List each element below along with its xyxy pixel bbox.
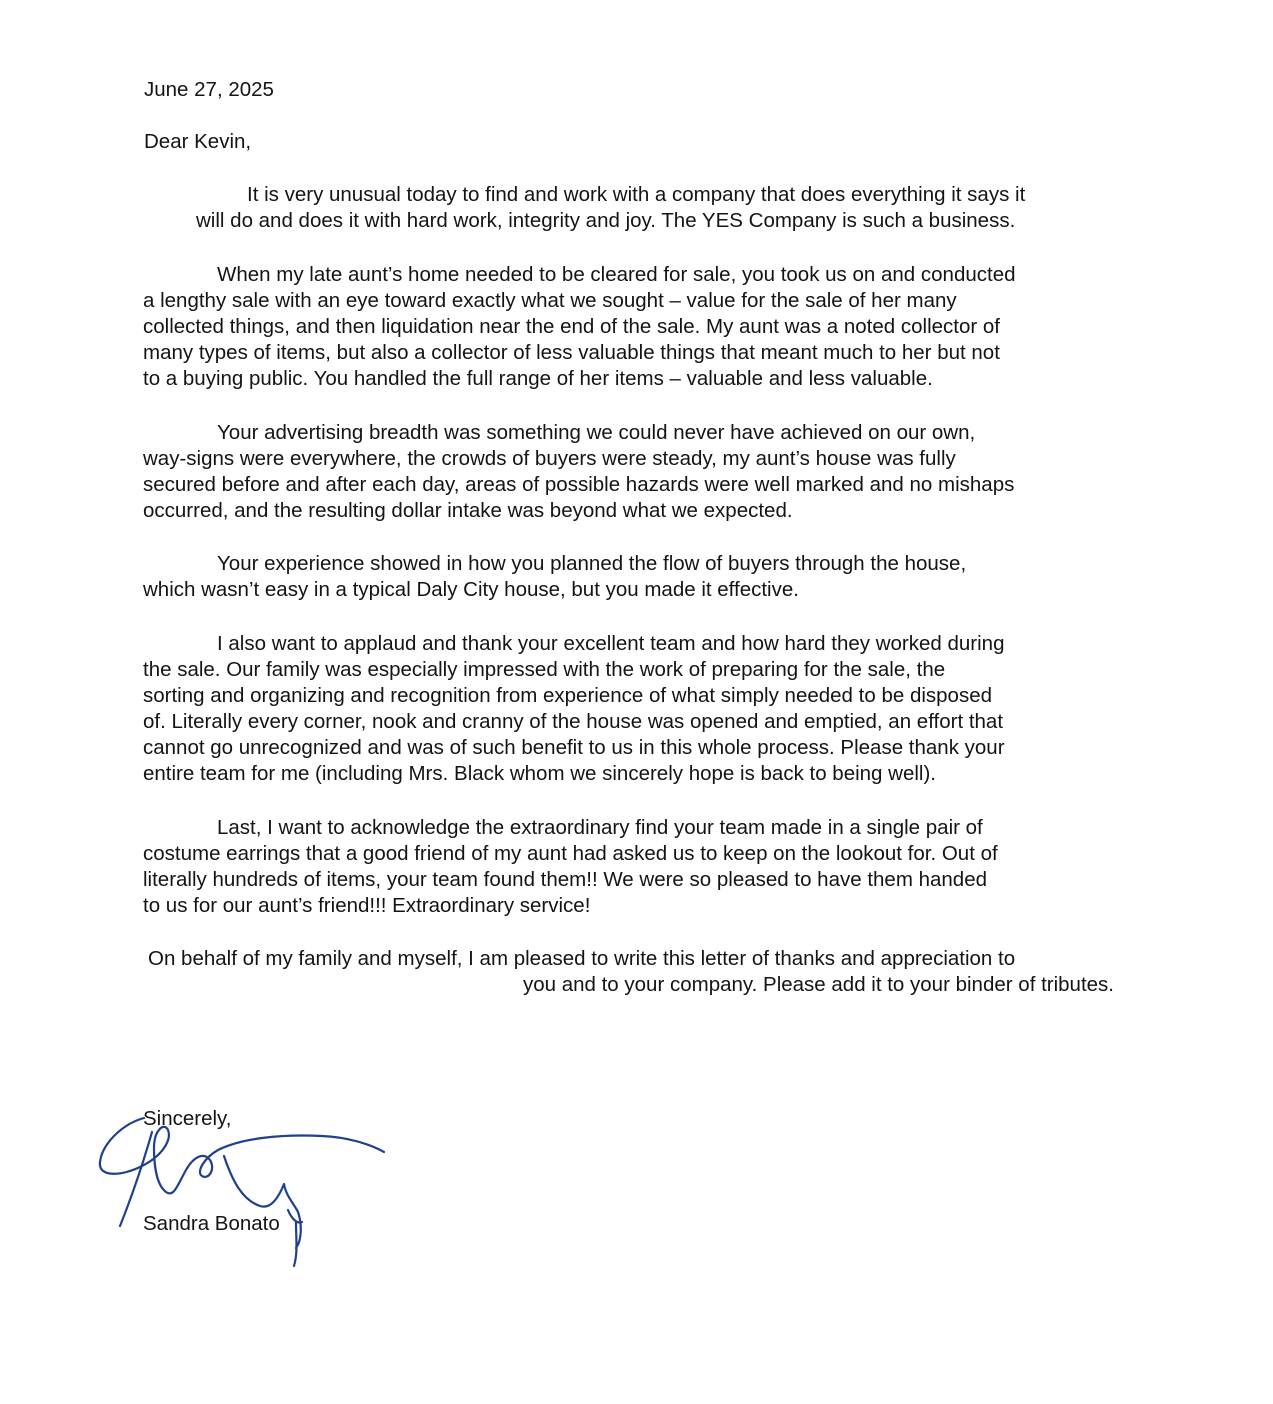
paragraph-line: occurred, and the resulting dollar intake was beyond what we expected. <box>143 499 793 522</box>
paragraph-6 <box>143 815 1118 919</box>
paragraph-line: Your advertising breadth was something we could never have achieved on our own, <box>217 421 976 444</box>
handwritten-signature-icon <box>92 1100 402 1270</box>
paragraph-line: way-signs were everywhere, the crowds of buyers were steady, my aunt’s house was fully <box>143 447 956 470</box>
paragraph-line: sorting and organizing and recognition from experience of what simply needed to be disposed <box>143 684 992 707</box>
letter-closing: Sincerely, <box>143 1107 232 1130</box>
paragraph-line: a lengthy sale with an eye toward exactly what we sought – value for the sale of her many <box>143 289 957 312</box>
signer-name: Sandra Bonato <box>143 1212 280 1235</box>
paragraph-2 <box>143 262 1118 392</box>
paragraph-line: It is very unusual today to find and work with a company that does everything it says it <box>247 183 1026 206</box>
paragraph-line: When my late aunt’s home needed to be cleared for sale, you took us on and conducted <box>217 263 1016 286</box>
paragraph-line: many types of items, but also a collector of less valuable things that meant much to her but not <box>143 341 1000 364</box>
paragraph-line: to us for our aunt’s friend!!! Extraordinary service! <box>143 894 591 917</box>
paragraph-3 <box>143 420 1118 524</box>
paragraph-line: to a buying public. You handled the full range of her items – valuable and less valuable. <box>143 367 933 390</box>
paragraph-line: I also want to applaud and thank your excellent team and how hard they worked during <box>217 632 1005 655</box>
paragraph-line: literally hundreds of items, your team found them!! We were so pleased to have them handed <box>143 868 988 891</box>
paragraph-line: will do and does it with hard work, integrity and joy. The YES Company is such a business. <box>196 209 1016 232</box>
paragraph-4 <box>143 551 1118 603</box>
paragraph-5 <box>143 631 1118 787</box>
letter-salutation: Dear Kevin, <box>144 130 252 153</box>
paragraph-line: secured before and after each day, areas of possible hazards were well marked and no mishaps <box>143 473 1015 496</box>
paragraph-line: you and to your company. Please add it to your binder of tributes. <box>522 973 1114 996</box>
paragraph-line: collected things, and then liquidation near the end of the sale. My aunt was a noted collector of <box>143 315 1000 338</box>
paragraph-line: cannot go unrecognized and was of such benefit to us in this whole process. Please thank your <box>143 736 1005 759</box>
paragraph-7 <box>148 946 1114 998</box>
paragraph-line: Last, I want to acknowledge the extraordinary find your team made in a single pair of <box>217 816 983 839</box>
paragraph-line: On behalf of my family and myself, I am pleased to write this letter of thanks and appreciation to <box>148 947 1016 970</box>
paragraph-line: of. Literally every corner, nook and cranny of the house was opened and emptied, an effort that <box>143 710 1004 733</box>
paragraph-line: costume earrings that a good friend of my aunt had asked us to keep on the lookout for. Out of <box>143 842 998 865</box>
paragraph-line: the sale. Our family was especially impressed with the work of preparing for the sale, the <box>143 658 946 681</box>
paragraph-1 <box>143 182 1118 234</box>
paragraph-line: Your experience showed in how you planned the flow of buyers through the house, <box>217 552 967 575</box>
letter-date: June 27, 2025 <box>144 78 274 101</box>
paragraph-line: entire team for me (including Mrs. Black whom we sincerely hope is back to being well). <box>143 762 936 785</box>
paragraph-line: which wasn’t easy in a typical Daly City house, but you made it effective. <box>143 578 799 601</box>
